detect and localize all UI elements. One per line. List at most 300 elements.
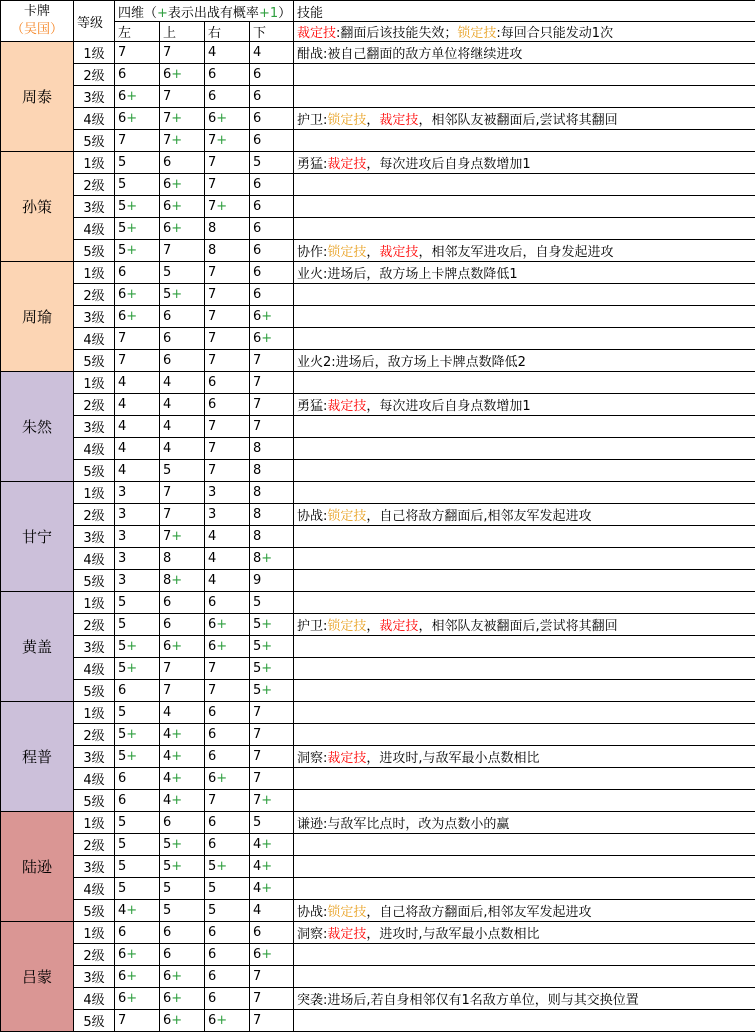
plus-mark: +: [261, 793, 273, 808]
table-row: [1, 570, 755, 592]
table-row: [1, 64, 755, 86]
stat-value: 7: [208, 683, 217, 698]
stat-value: 6: [163, 155, 172, 170]
stats-suffix: ）: [278, 5, 292, 21]
card-name: 孙策: [1, 152, 74, 262]
level-cell: 1级: [74, 262, 115, 284]
stat-value: 6: [208, 969, 217, 984]
plus-mark: +: [216, 639, 228, 654]
level-cell: 2级: [74, 174, 115, 196]
level-cell: 1级: [74, 592, 115, 614]
stat-value: 6: [208, 617, 217, 632]
stat-value: 7: [208, 793, 217, 808]
stat-cell: [115, 548, 160, 570]
stat-cell: [250, 724, 294, 746]
stat-cell: [115, 944, 160, 966]
plus-mark: +: [171, 573, 183, 588]
level-cell: 3级: [74, 856, 115, 878]
plus-mark: +: [261, 331, 273, 346]
skill-cell: [294, 240, 755, 262]
stat-cell: [250, 64, 294, 86]
stat-value: 6: [253, 309, 262, 324]
stat-value: 3: [118, 551, 127, 566]
stat-cell: [115, 504, 160, 526]
stat-cell: [250, 460, 294, 482]
stat-cell: [115, 856, 160, 878]
level-cell: 5级: [74, 460, 115, 482]
plus-mark: +: [126, 287, 138, 302]
skill-cell: [294, 1010, 755, 1032]
stat-cell: [205, 988, 250, 1010]
stat-cell: [115, 724, 160, 746]
stat-cell: [160, 1010, 205, 1032]
plus-mark: +: [261, 683, 273, 698]
stat-value: 4: [163, 441, 172, 456]
stat-cell: [160, 328, 205, 350]
stat-cell: [250, 878, 294, 900]
stat-cell: [205, 548, 250, 570]
stat-cell: [160, 240, 205, 262]
stat-value: 6: [208, 375, 217, 390]
stat-cell: [160, 86, 205, 108]
skill-cell: [294, 834, 755, 856]
stat-cell: [250, 42, 294, 64]
stat-cell: [115, 174, 160, 196]
level-cell: 1级: [74, 42, 115, 64]
stat-cell: [250, 988, 294, 1010]
stat-value: 4: [253, 903, 262, 918]
stat-value: 4: [118, 397, 127, 412]
plus-mark: +: [171, 859, 183, 874]
stat-value: 6: [163, 617, 172, 632]
stat-value: 6: [253, 331, 262, 346]
stat-cell: [250, 328, 294, 350]
level-cell: 2级: [74, 614, 115, 636]
level-cell: 5级: [74, 900, 115, 922]
stat-value: 6: [163, 199, 172, 214]
stat-value: 6: [253, 925, 262, 940]
plus-mark: +: [261, 639, 273, 654]
stat-cell: [115, 196, 160, 218]
stat-value: 5: [253, 617, 262, 632]
stat-value: 7: [253, 375, 262, 390]
plus-mark: +: [261, 309, 273, 324]
stat-value: 4: [253, 45, 262, 60]
stat-cell: [115, 306, 160, 328]
stat-value: 4: [253, 881, 262, 896]
caiding-tag: 裁定技: [327, 157, 367, 172]
stat-cell: [160, 350, 205, 372]
card-name: 周瑜: [1, 262, 74, 372]
stat-value: 6: [163, 639, 172, 654]
level-cell: 3级: [74, 306, 115, 328]
stat-cell: [205, 218, 250, 240]
stat-cell: [250, 174, 294, 196]
skill-cell: [294, 482, 755, 504]
skill-cell: [294, 592, 755, 614]
skill-cell: [294, 504, 755, 526]
stat-value: 6: [208, 67, 217, 82]
stat-cell: [205, 196, 250, 218]
stat-value: 5: [163, 837, 172, 852]
stat-cell: [160, 416, 205, 438]
stat-cell: [160, 834, 205, 856]
stat-value: 7: [163, 89, 172, 104]
skill-cell: [294, 966, 755, 988]
stat-cell: [205, 262, 250, 284]
plus-mark: +: [261, 661, 273, 676]
stat-value: 7: [163, 661, 172, 676]
table-row: [1, 834, 755, 856]
stat-cell: [205, 1010, 250, 1032]
skill-cell: [294, 680, 755, 702]
skill-cell: [294, 746, 755, 768]
stat-value: 4: [118, 419, 127, 434]
stat-cell: [250, 548, 294, 570]
level-cell: 1级: [74, 702, 115, 724]
stat-cell: [250, 526, 294, 548]
stat-value: 3: [118, 507, 127, 522]
stat-value: 6: [118, 925, 127, 940]
stat-cell: [115, 482, 160, 504]
stat-value: 4: [163, 419, 172, 434]
table-row: [1, 548, 755, 570]
skill-cell: [294, 636, 755, 658]
stat-value: 6: [208, 815, 217, 830]
skill-cell: [294, 218, 755, 240]
table-row: [1, 438, 755, 460]
stat-value: 8: [163, 573, 172, 588]
skill-cell: [294, 174, 755, 196]
plus-mark: +: [171, 133, 183, 148]
table-row: [1, 878, 755, 900]
stat-value: 7: [208, 265, 217, 280]
table-row: [1, 218, 755, 240]
table-row: [1, 350, 755, 372]
stat-value: 5: [163, 881, 172, 896]
stat-cell: [115, 988, 160, 1010]
level-cell: 3级: [74, 746, 115, 768]
level-cell: 4级: [74, 878, 115, 900]
stat-value: 5: [253, 661, 262, 676]
stat-value: 4: [163, 727, 172, 742]
stat-value: 5: [118, 155, 127, 170]
plus-mark: +: [126, 727, 138, 742]
level-cell: 5级: [74, 1010, 115, 1032]
skill-text: ，每次进攻后自身点数增加1: [366, 399, 531, 414]
stat-cell: [205, 834, 250, 856]
level-cell: 5级: [74, 570, 115, 592]
skill-cell: [294, 438, 755, 460]
plus-mark: +: [171, 837, 183, 852]
stat-value: 7: [118, 45, 127, 60]
stat-value: 5: [163, 463, 172, 478]
stat-cell: [250, 636, 294, 658]
skill-cell: [294, 306, 755, 328]
stat-cell: [115, 900, 160, 922]
stat-value: 8: [253, 441, 262, 456]
stat-value: 6: [208, 1013, 217, 1028]
stat-value: 3: [208, 485, 217, 500]
table-row: [1, 372, 755, 394]
plus-mark: +: [261, 617, 273, 632]
skill-text: 谦逊:与敌军比点时，改为点数小的赢: [297, 817, 510, 832]
stat-cell: [205, 394, 250, 416]
stat-cell: [250, 416, 294, 438]
skill-cell: [294, 768, 755, 790]
table-row: [1, 636, 755, 658]
stat-cell: [160, 174, 205, 196]
plus-mark: +: [216, 617, 228, 632]
stat-value: 7: [208, 199, 217, 214]
stat-value: 6: [163, 969, 172, 984]
table-row: [1, 284, 755, 306]
stat-value: 6: [163, 177, 172, 192]
plus-mark: +: [261, 881, 273, 896]
stat-value: 8: [253, 463, 262, 478]
stat-value: 7: [253, 991, 262, 1006]
stat-value: 6: [208, 727, 217, 742]
stat-cell: [250, 570, 294, 592]
stat-value: 7: [163, 243, 172, 258]
stat-cell: [205, 460, 250, 482]
stat-cell: [250, 372, 294, 394]
level-cell: 5级: [74, 680, 115, 702]
stat-value: 6: [163, 1013, 172, 1028]
stat-value: 7: [163, 45, 172, 60]
stat-cell: [250, 394, 294, 416]
stat-value: 7: [163, 507, 172, 522]
level-cell: 4级: [74, 328, 115, 350]
skill-text: 突袭:进场后,若自身相邻仅有1名敌方单位，则与其交换位置: [297, 993, 639, 1008]
level-cell: 3级: [74, 416, 115, 438]
stat-value: 6: [163, 67, 172, 82]
stat-cell: [160, 680, 205, 702]
suoding-tag: 锁定技: [327, 905, 367, 920]
level-cell: 4级: [74, 768, 115, 790]
stat-value: 8: [208, 243, 217, 258]
stat-cell: [160, 636, 205, 658]
card-header: [1, 1, 74, 42]
plus-mark: +: [126, 991, 138, 1006]
stat-cell: [205, 504, 250, 526]
stat-value: 6: [118, 309, 127, 324]
plus-mark: +: [171, 639, 183, 654]
plus-mark: +: [171, 991, 183, 1006]
stat-cell: [115, 372, 160, 394]
stat-value: 7: [253, 771, 262, 786]
skill-text: 护卫:: [297, 113, 328, 128]
skill-cell: [294, 856, 755, 878]
stat-cell: [160, 108, 205, 130]
stat-value: 5: [208, 859, 217, 874]
level-cell: 3级: [74, 86, 115, 108]
stat-cell: [160, 438, 205, 460]
stat-value: 7: [253, 727, 262, 742]
skill-cell: [294, 262, 755, 284]
stat-value: 7: [163, 485, 172, 500]
stat-value: 5: [208, 881, 217, 896]
table-row: [1, 988, 755, 1010]
stat-value: 5: [163, 859, 172, 874]
stat-value: 7: [163, 683, 172, 698]
dir-up: 上: [160, 22, 205, 42]
stat-value: 6: [208, 837, 217, 852]
stat-value: 4: [253, 837, 262, 852]
stat-cell: [115, 702, 160, 724]
table-row: [1, 856, 755, 878]
skill-text: ，每次进攻后自身点数增加1: [366, 157, 531, 172]
stat-value: 6: [118, 111, 127, 126]
stat-value: 8: [253, 551, 262, 566]
table-row: [1, 262, 755, 284]
card-name: 朱然: [1, 372, 74, 482]
skill-text: 业火2:进场后，敌方场上卡牌点数降低2: [297, 355, 526, 370]
stat-cell: [115, 1010, 160, 1032]
stat-value: 5: [118, 243, 127, 258]
stat-value: 6: [208, 89, 217, 104]
stat-cell: [115, 460, 160, 482]
level-cell: 2级: [74, 724, 115, 746]
stat-value: 6: [253, 111, 262, 126]
stat-value: 7: [208, 463, 217, 478]
stat-cell: [250, 86, 294, 108]
level-cell: 1级: [74, 922, 115, 944]
stats-mid: 表示出战有概率: [167, 5, 259, 21]
stat-value: 7: [118, 331, 127, 346]
stat-cell: [115, 878, 160, 900]
stat-cell: [160, 570, 205, 592]
stat-value: 6: [253, 67, 262, 82]
level-cell: 4级: [74, 438, 115, 460]
stat-value: 6: [118, 947, 127, 962]
skill-text: 业火:进场后，敌方场上卡牌点数降低1: [297, 267, 518, 282]
skill-cell: [294, 86, 755, 108]
stat-cell: [205, 42, 250, 64]
skill-cell: [294, 878, 755, 900]
stat-value: 6: [118, 683, 127, 698]
stat-value: 4: [208, 573, 217, 588]
level-cell: 1级: [74, 482, 115, 504]
stat-cell: [115, 108, 160, 130]
stat-cell: [205, 790, 250, 812]
stat-cell: [160, 394, 205, 416]
plus-mark: +: [171, 771, 183, 786]
plus-mark: +: [171, 1013, 183, 1028]
stat-cell: [160, 878, 205, 900]
level-cell: 3级: [74, 526, 115, 548]
skill-text: ，: [366, 113, 380, 128]
stat-cell: [205, 438, 250, 460]
skill-text: ，相邻队友被翻面后,尝试将其翻回: [418, 619, 618, 634]
stat-cell: [205, 306, 250, 328]
level-header: 等级: [74, 1, 115, 42]
skill-cell: [294, 130, 755, 152]
stat-value: 7: [208, 661, 217, 676]
plus-mark: +: [216, 859, 228, 874]
stat-cell: [160, 526, 205, 548]
stat-cell: [250, 900, 294, 922]
stat-value: 6: [253, 265, 262, 280]
stat-cell: [205, 636, 250, 658]
plus-mark: +: [126, 903, 138, 918]
level-cell: 2级: [74, 394, 115, 416]
skill-cell: [294, 812, 755, 834]
stat-value: 3: [118, 573, 127, 588]
plus-mark: +: [216, 199, 228, 214]
table-row: [1, 174, 755, 196]
stat-cell: [115, 768, 160, 790]
skill-text: :每回合只能发动1次: [496, 26, 614, 41]
stat-cell: [115, 680, 160, 702]
stat-value: 7: [253, 969, 262, 984]
stat-cell: [250, 702, 294, 724]
table-row: [1, 482, 755, 504]
stat-value: 6: [208, 111, 217, 126]
stat-value: 7: [253, 793, 262, 808]
stat-cell: [160, 922, 205, 944]
stat-cell: [160, 988, 205, 1010]
plus-mark: +: [261, 551, 273, 566]
stat-value: 5: [253, 815, 262, 830]
table-row: [1, 504, 755, 526]
stat-cell: [250, 922, 294, 944]
skill-cell: [294, 526, 755, 548]
stat-value: 7: [163, 133, 172, 148]
skill-header: 技能: [294, 1, 755, 22]
stat-cell: [160, 504, 205, 526]
stat-value: 6: [208, 925, 217, 940]
plus-mark: +: [171, 111, 183, 126]
skill-cell: [294, 614, 755, 636]
stat-cell: [250, 108, 294, 130]
stat-value: 4: [163, 771, 172, 786]
stat-value: 6: [253, 133, 262, 148]
plus-mark: +: [126, 111, 138, 126]
card-name: 黄盖: [1, 592, 74, 702]
stat-value: 4: [163, 375, 172, 390]
stat-cell: [205, 372, 250, 394]
stat-cell: [115, 328, 160, 350]
skill-text: ，: [366, 245, 380, 260]
skill-cell: [294, 724, 755, 746]
stat-cell: [115, 86, 160, 108]
stat-cell: [250, 438, 294, 460]
stat-cell: [250, 306, 294, 328]
level-cell: 1级: [74, 152, 115, 174]
caiding-tag: 裁定技: [379, 245, 419, 260]
level-cell: 1级: [74, 812, 115, 834]
skill-cell: [294, 548, 755, 570]
stat-value: 7: [208, 441, 217, 456]
skill-text: ，进攻时,与敌军最小点数相比: [366, 927, 540, 942]
stat-value: 3: [118, 485, 127, 500]
stat-cell: [115, 218, 160, 240]
stat-value: 6: [163, 925, 172, 940]
stat-cell: [205, 86, 250, 108]
stat-cell: [115, 240, 160, 262]
stat-value: 8: [253, 485, 262, 500]
table-row: [1, 702, 755, 724]
stat-cell: [205, 284, 250, 306]
stat-cell: [160, 658, 205, 680]
stat-cell: [250, 658, 294, 680]
stat-value: 4: [118, 375, 127, 390]
stat-value: 6: [208, 705, 217, 720]
stat-value: 6: [163, 309, 172, 324]
stat-cell: [160, 768, 205, 790]
table-row: [1, 130, 755, 152]
